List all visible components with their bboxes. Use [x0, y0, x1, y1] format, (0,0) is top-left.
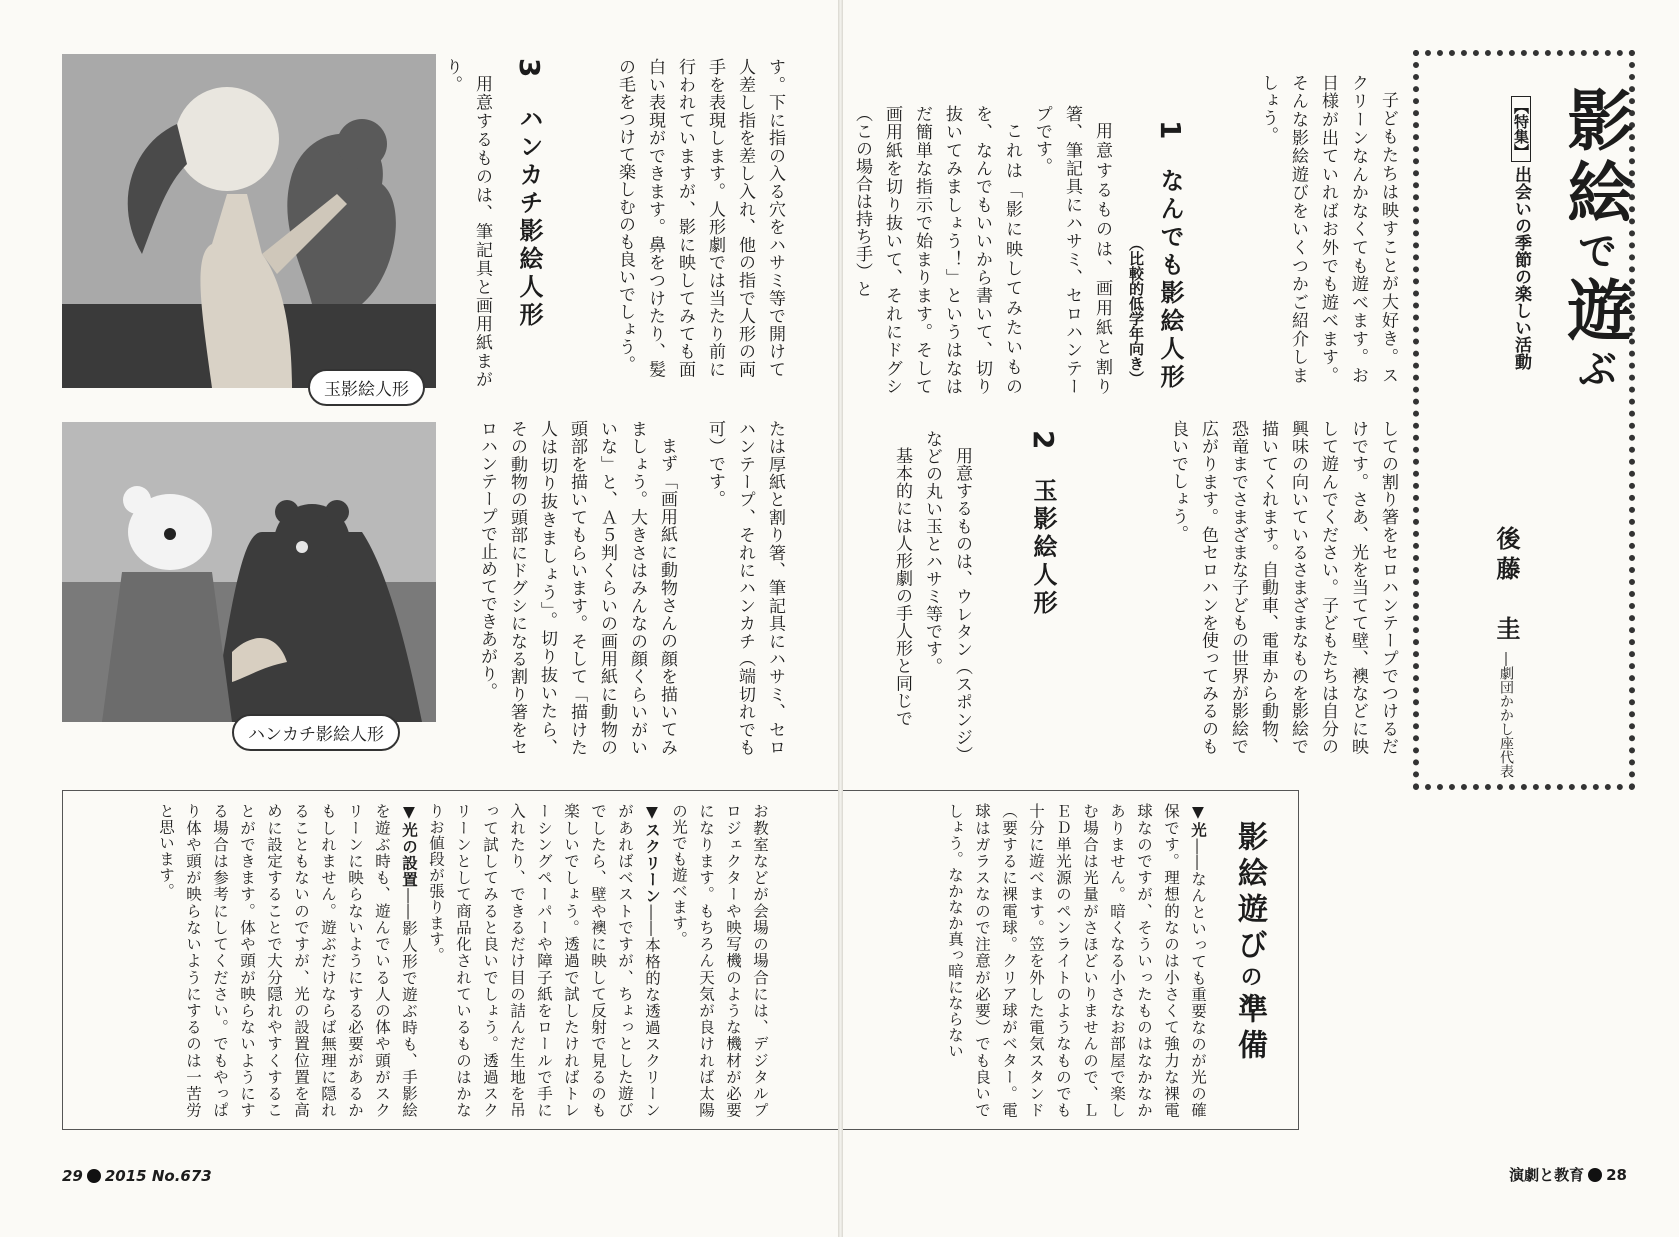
- light-position-label: ▼光の設置: [400, 803, 418, 888]
- section3-body: [442, 58, 497, 388]
- photo2-caption: ハンカチ影絵人形: [232, 714, 400, 751]
- feature-kicker: [1509, 96, 1534, 370]
- section2-body: [847, 430, 977, 755]
- light-paragraph: ――なんといっても重要なのが光の確保です。理想的なのは小さくて強力な裸電球なのですが、そういったものはなかなかありません。暗くなる小さなお部屋で楽しむ場合は光量がさほどいりませんので、ＬＥＤ単光源のペンライトのようなものでも十分に遊べます。笠を外した電気スタンド（要するに裸電球。クリア球がベター。電球はガラスなので注意が必要）でも良いでしょう。なかなか真っ暗にならない: [946, 803, 1207, 1118]
- left-footer: [62, 1167, 212, 1185]
- steps-paragraph: まず「画用紙に動物さんの顔を描いてみましょう。大きさはみんなの顔くらいがいいな」と、Ａ５判くらいの画用紙に動物の頭部を描いてもらいます。そして「描けた人は切り抜きましょう」。切り抜いたら、その動物の頭部にドグシになる割り箸をセロハンテープで止めてできあがり。: [477, 420, 677, 756]
- continued-paragraph: す。下に指の入る穴をハサミ等で開けて人差し指を差し入れ、他の指で人形の両手を表現します。人形劇では当たり前に行われていますが、影に映してみても面白い表現ができます。鼻をつけたり、髪の毛をつけて楽しむのも良いでしょう。: [615, 58, 785, 378]
- preparation-box: [843, 790, 1299, 1130]
- issue-number: 2015 No.673: [104, 1167, 212, 1185]
- section1-continued: [1168, 420, 1403, 755]
- author-role: ―劇団かかし座代表: [1498, 652, 1514, 778]
- section1-heading: [1153, 120, 1188, 392]
- section2-paragraph-1: 用意するものは、ウレタン（スポンジ）などの丸い玉とハサミ等です。: [922, 430, 972, 755]
- author-block: [1489, 526, 1524, 778]
- bullet-dot-icon: [1588, 1168, 1602, 1182]
- section3-title: ハンカチ影絵人形: [515, 105, 543, 330]
- feature-theme: 出会いの季節の楽しい活動: [1511, 166, 1531, 370]
- title-part-4: ぶ: [1571, 348, 1617, 394]
- right-footer: [1509, 1164, 1627, 1185]
- section3-heading: [512, 58, 547, 330]
- prep-heading-part-2: の: [1237, 965, 1262, 993]
- right-page: [843, 0, 1679, 1237]
- feature-tag: 【特集】: [1511, 96, 1531, 162]
- ball-puppet-continued: [578, 58, 790, 378]
- section3-paragraph: 用意するものは、筆記具と画用紙まがり。: [442, 58, 492, 388]
- bullet-dot-icon: [87, 1169, 101, 1183]
- right-page-number: 28: [1606, 1166, 1627, 1184]
- section1-paragraph-2: これは「影に映してみたいものを、なんでもいいから書いて、切り抜いてみましょう！」というはなはだ簡単な指示で始まります。そして画用紙を切り抜いて、それにドグシ（この場合は持ち手）と: [852, 105, 1022, 395]
- left-page: [0, 0, 838, 1237]
- screen-label: ▼スクリーン: [643, 803, 661, 905]
- title-part-1: 影絵: [1556, 86, 1633, 230]
- prep-heading-part-3: 準備: [1232, 993, 1267, 1065]
- section2-title: 玉影絵人形: [1029, 477, 1057, 618]
- photo-ball-puppet: [62, 54, 436, 388]
- preparation-continued-text: [83, 803, 773, 1118]
- preparation-heading: [1227, 821, 1271, 1065]
- intro-paragraph: 子どもたちは映すことが大好き。スクリーンなんかなくても遊べます。お日様が出ていればお外でも遊べます。そんな影絵遊びをいくつかご紹介しましょう。: [1258, 74, 1398, 384]
- section1-body: [847, 105, 1117, 395]
- feature-title: [1547, 86, 1642, 394]
- section1-paragraph-1: 用意するものは、画用紙と割り箸、筆記具にハサミ、セロハンテープです。: [1032, 105, 1112, 395]
- light-position-paragraph: ――影人形で遊ぶ時も、手影絵を遊ぶ時も、遊んでいる人の体や頭がスクリーンに映らないようにする必要があるかもしれません。遊ぶだけならば無理に隠れることもないのですが、光の設置位置を高めに設定することで大分隠れやすくすることができます。体や頭が映らないようにする場合は参考にしてください。でもやっぱり体や頭が映らないようにするのは一苦労と思います。: [157, 803, 418, 1118]
- light-label: ▼光: [1189, 803, 1207, 839]
- title-box: [1413, 50, 1635, 790]
- handkerchief-steps: [446, 420, 682, 756]
- ball-puppet-illustration: [62, 54, 436, 388]
- handkerchief-puppet-illustration: [62, 422, 436, 722]
- photo-handkerchief-puppet: [62, 422, 436, 722]
- materials-paragraph: たは厚紙と割り箸、筆記具にハサミ、セロハンテープ、それにハンカチ（端切れでも可）です。: [705, 420, 785, 756]
- section1-number: 1: [1154, 120, 1187, 144]
- preparation-box-continued: [62, 790, 838, 1130]
- section2-number: 2: [1027, 430, 1060, 454]
- section1-continued-paragraph: しての割り箸をセロハンテープでつけるだけです。さあ、光を当てて壁、襖などに映して遊んでください。子どもたちは自分の興味の向いているさまざまなものを影絵で描いてくれます。自動車、電車から動物、恐竜までさまざまな子どもの世界が影絵で広がります。色セロハンを使ってみるのも良いでしょう。: [1168, 420, 1398, 755]
- intro-text: [1233, 74, 1403, 384]
- section2-paragraph-2: 基本的には人形劇の手人形と同じで: [892, 447, 912, 727]
- author-name: 後藤 圭: [1492, 526, 1520, 646]
- projector-paragraph: お教室などが会場の場合には、デジタルプロジェクターや映写機のような機材が必要になります。もちろん天気が良ければ太陽の光でも遊べます。: [670, 803, 769, 1118]
- prep-heading-part-1: 影絵遊び: [1232, 821, 1267, 965]
- section1-title: なんでも影絵人形: [1156, 167, 1184, 392]
- title-part-2: で: [1571, 230, 1617, 276]
- handkerchief-materials: [686, 420, 790, 756]
- preparation-text: [861, 803, 1211, 1118]
- left-page-number: 29: [62, 1167, 83, 1185]
- title-part-3: 遊: [1556, 276, 1633, 348]
- section2-heading: [1026, 430, 1061, 618]
- section1-note: （比較的低学年向き）: [1127, 236, 1145, 386]
- magazine-name: 演劇と教育: [1509, 1166, 1585, 1184]
- photo1-caption: 玉影絵人形: [308, 369, 425, 406]
- screen-paragraph: ――本格的な透過スクリーンがあればベストですが、ちょっとした遊びでしたら、壁や襖に映して反射で見るのも楽しいでしょう。透過で試したければトレーシングペーパーや障子紙をロールで手に入れたり、できるだけ目の詰んだ生地を吊って試してみると良いでしょう。透過スクリーンとして商品化されているものはかなりお値段が張ります。: [427, 803, 661, 1118]
- section3-number: 3: [513, 58, 546, 82]
